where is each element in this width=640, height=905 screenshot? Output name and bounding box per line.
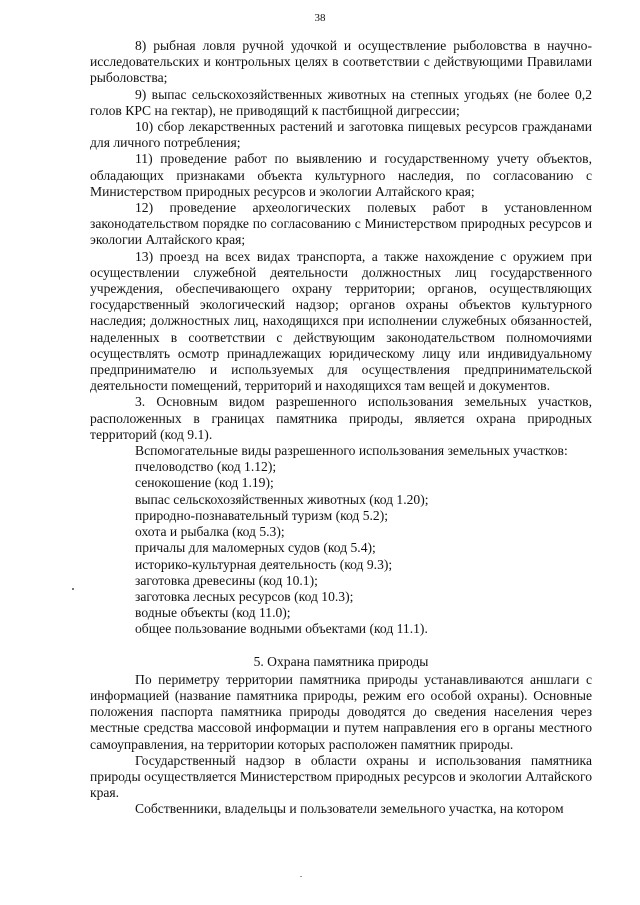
list-item-10: 10) сбор лекарственных растений и заготовка пищевых ресурсов гражданами для личного потребления; xyxy=(90,119,592,151)
document-body xyxy=(90,38,592,818)
auxiliary-use-item: водные объекты (код 11.0); xyxy=(135,605,291,621)
auxiliary-use-item: охота и рыбалка (код 5.3); xyxy=(135,524,285,540)
auxiliary-use-item: выпас сельскохозяйственных животных (код 1.20); xyxy=(135,491,429,507)
auxiliary-uses-intro: Вспомогательные виды разрешенного использования земельных участков: xyxy=(135,443,568,459)
list-item-9: 9) выпас сельскохозяйственных животных на степных угодьях (не более 0,2 голов КРС на гектар), не приводящий к пастбищной дигрессии; xyxy=(90,86,592,118)
section-5-paragraph-3: Собственники, владельцы и пользователи земельного участка, на котором xyxy=(135,801,564,817)
auxiliary-use-item: природно-познавательный туризм (код 5.2); xyxy=(135,507,389,523)
list-item-12: 12) проведение археологических полевых работ в установленном законодательством порядке по согласованию с Министерством природных ресурсов и экологии Алтайского края; xyxy=(90,200,592,248)
auxiliary-use-item: общее пользование водными объектами (код 11.1). xyxy=(135,621,428,637)
auxiliary-use-item: заготовка древесины (код 10.1); xyxy=(135,572,318,588)
list-item-11: 11) проведение работ по выявлению и государственному учету объектов, обладающих признаками объекта культурного наследия, по согласованию с Министерством природных ресурсов и экологии Алтайского края; xyxy=(90,151,592,199)
margin-mark xyxy=(72,588,74,590)
list-item-13: 13) проезд на всех видах транспорта, а также нахождение с оружием при осуществлении служебной деятельности должностных лиц государственного учреждения, обеспечивающего охрану территории; органов, осуществляющих государственный экологический надзор; органов охраны объектов культурного наследия; должностных лиц, находящихся при исполнении служебных обязанностей, наделенных в соответствии с действующим законодательством полномочиями осуществлять осмотр принадлежащих юридическому лицу или индивидуальному предпринимателю и используемых для осуществления предпринимательской деятельности помещений, территорий и находящихся там вещей и документов. xyxy=(90,248,592,394)
list-item-8: 8) рыбная ловля ручной удочкой и осуществление рыболовства в научно-исследовательских и контрольных целях в соответствии с действующими Правилами рыболовства; xyxy=(90,38,592,86)
section-5-paragraph-2: Государственный надзор в области охраны и использования памятника природы осуществляется Министерством природных ресурсов и экологии Алтайского края. xyxy=(90,752,592,801)
auxiliary-use-item: пчеловодство (код 1.12); xyxy=(135,459,277,475)
auxiliary-use-item: историко-культурная деятельность (код 9.3); xyxy=(135,556,393,572)
auxiliary-use-item: сенокошение (код 1.19); xyxy=(135,475,274,491)
paragraph-3: 3. Основным видом разрешенного использования земельных участков, расположенных в границах памятника природы, является охрана природных территорий (код 9.1). xyxy=(90,394,592,442)
page-number: 38 xyxy=(314,12,326,24)
scan-speck xyxy=(300,876,302,877)
auxiliary-use-item: заготовка лесных ресурсов (код 10.3); xyxy=(135,588,354,604)
section-5-heading: 5. Охрана памятника природы xyxy=(253,653,429,669)
auxiliary-use-item: причалы для маломерных судов (код 5.4); xyxy=(135,540,376,556)
auxiliary-uses-list xyxy=(90,459,592,637)
section-5-paragraph-1: По периметру территории памятника природы устанавливаются аншлаги с информацией (название памятника природы, режим его особой охраны). Основные положения паспорта памятника природы доводятся до сведения населения через местные средства массовой информации и путем направления его в органы местного самоуправления, на территории которых расположен памятник природы. xyxy=(90,671,592,752)
